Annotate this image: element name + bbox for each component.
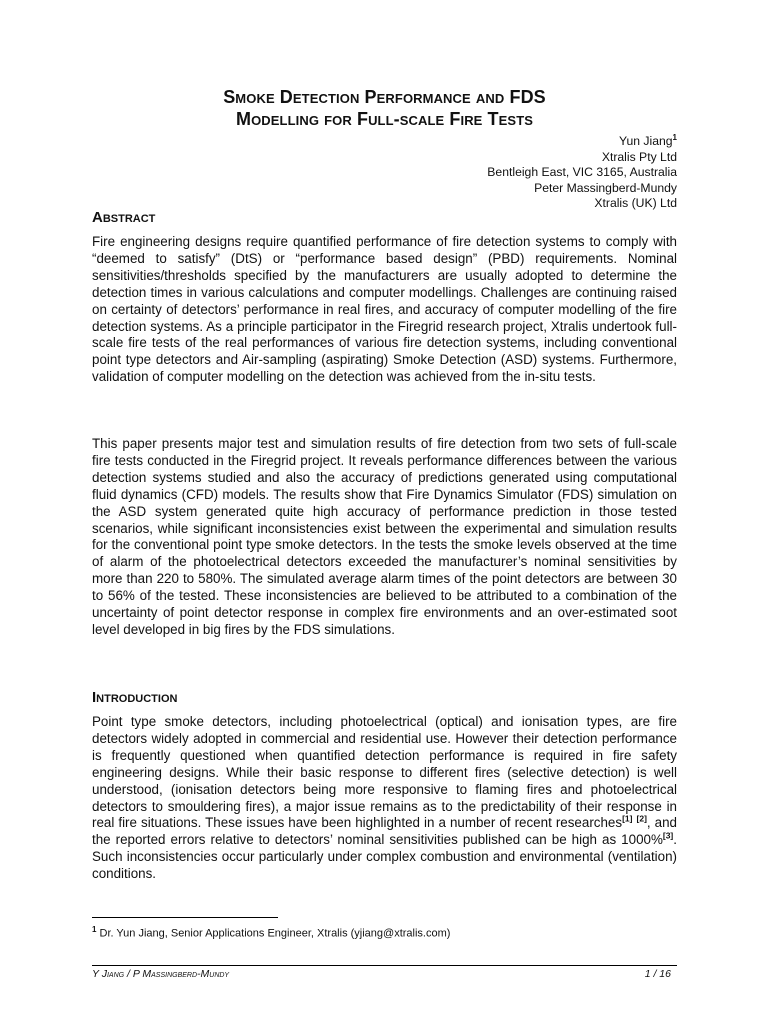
author-2-name: Peter Massingberd-Mundy [534,180,677,195]
citation-3[interactable]: [3] [662,830,674,841]
author-1 [487,130,677,150]
author-1-name: Yun Jiang [619,134,673,149]
author-1-org: Xtralis Pty Ltd [601,149,677,164]
abstract-paragraph-1: Fire engineering designs require quantified performance of fire detection systems to comply with “deemed to satisfy” (DtS) or “performance based design” (PBD) requirements. Nominal sensitivities/thresholds specified by the manufacturers are usually adopted to determine the detection times in various calculations and computer modellings. Challenges are continuing raised on certainty of detectors’ performance in real fires, and accuracy of computer modelling of the fire detection systems. As a principle participator in the Firegrid research project, Xtralis undertook full-scale fire tests of the real performances of various fire detection systems, including conventional point type detectors and Air-sampling (aspirating) Smoke Detection (ASD) systems. Furthermore, validation of computer modelling on the detection was achieved from the in-situ tests. [92,234,677,385]
abstract-paragraph-2: This paper presents major test and simulation results of fire detection from two sets of full-scale fire tests conducted in the Firegrid project. It reveals performance differences between the various detection systems studied and also the accuracy of predictions generated using computational fluid dynamics (CFD) models. The results show that Fire Dynamics Simulator (FDS) simulation on the ASD system generated quite high accuracy of performance prediction in those tested scenarios, while significant inconsistencies exist between the experimental and simulation results for the conventional point type smoke detectors. In the tests the smoke levels observed at the time of alarm of the photoelectrical detectors exceeded the manufacturer’s nominal sensitivities by more than 220 to 580%. The simulated average alarm times of the point detectors are between 30 to 56% of the tested. These inconsistencies are believed to be attributed to a combination of the uncertainty of point detector response in complex fire environments and an over-estimated soot level developed in big fires by the FDS simulations. [92,436,677,637]
citation-2[interactable]: [2] [636,813,647,824]
paper-title [92,86,677,130]
footnote-text: Dr. Yun Jiang, Senior Applications Engineer, Xtralis (yjiang@xtralis.com) [96,927,451,940]
footer-divider [92,965,677,966]
intro-text-b: , and the reported errors relative to detectors’ nominal sensitivities published can be high as 1000% [92,815,678,848]
author-2-org: Xtralis (UK) Ltd [594,196,677,211]
author-block [487,130,677,212]
footnote [92,923,450,941]
introduction-heading: Introduction [92,689,178,706]
introduction-paragraph [92,714,677,883]
citation-1[interactable]: [1] [622,813,633,824]
intro-text-a: Point type smoke detectors, including photoelectrical (optical) and ionisation types, are fire detectors widely adopted in commercial and residential use. However their detection performance is frequently questioned when quantified detection performance is required in fire safety engineering designs. While their basic response to different fires (selective detection) is well understood, (ionisation detectors being more responsive to flaming fires and photoelectrical detectors to smouldering fires), a major issue remains as to the predictability of their response in real fire situations. These issues have been highlighted in a number of recent researches [92,714,677,831]
author-1-footnote-mark: 1 [672,133,677,142]
title-line-1: Smoke Detection Performance and FDS [223,87,546,107]
title-line-2: Modelling for Full-scale Fire Tests [235,109,534,129]
footer-authors: Y Jiang / P Massingberd-Mundy [92,968,230,980]
page-number: 1 / 16 [644,968,671,980]
author-1-address: Bentleigh East, VIC 3165, Australia [487,165,677,180]
intro-text-c: . Such inconsistencies occur particularly under complex combustion and environmental (ventilation) conditions. [92,832,677,882]
footnote-mark: 1 [92,925,97,934]
footnote-divider [92,917,278,918]
abstract-heading: Abstract [92,209,156,226]
